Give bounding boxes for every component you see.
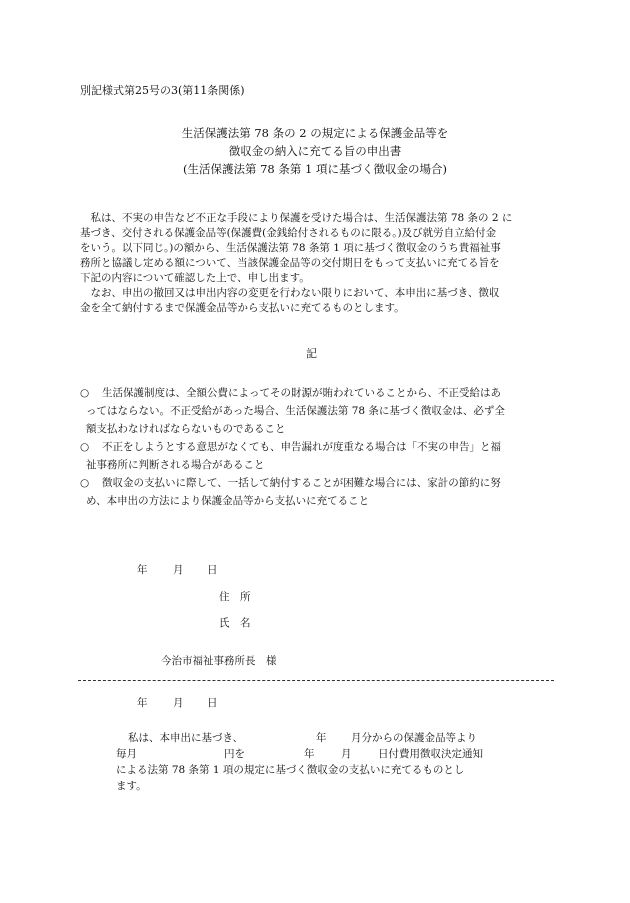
paragraph-line: 基づき、交付される保護金品等(保護費(金銭給付されるものに限る。)及び就労自立給付金 — [80, 227, 497, 239]
form-number: 別記様式第25号の3(第11条関係) — [80, 84, 245, 97]
item-line: 徴収金の支払いに際して、一括して納付することが困難な場合には、家計の節約に努 — [102, 477, 501, 489]
notice-line-2e: 日付費用徴収決定通知 — [378, 748, 483, 760]
notice-line-1a: 私は、本申出に基づき、 — [128, 732, 244, 744]
notice-line-2d: 月 — [341, 748, 352, 760]
item-line: 不正をしようとする意思がなくても、申告漏れが度重なる場合は「不実の申告」と福 — [102, 441, 501, 453]
item-line: 額支払わなければならないものであること — [86, 423, 286, 435]
circle-bullet-icon: ○ — [80, 477, 90, 489]
title-line-2: 徴収金の納入に充てる旨の申出書 — [228, 144, 402, 158]
paragraph-line: 私は、不実の申告など不正な手段により保護を受けた場合は、生活保護法第 78 条の 2 に — [80, 212, 513, 224]
notice-line-2b: 円を — [224, 748, 245, 760]
notice-line-2c: 年 — [304, 748, 315, 760]
lower-date-year-label: 年 — [137, 697, 148, 709]
notice-line-3: による法第 78 条第 1 項の規定に基づく徴収金の支払いに充てるものとし — [116, 764, 465, 776]
ki-heading: 記 — [306, 347, 317, 360]
item-line: 祉事務所に判断される場合があること — [86, 459, 265, 471]
cut-line-divider — [78, 680, 554, 681]
list-item — [80, 384, 560, 438]
addressee: 今治市福祉事務所長 様 — [161, 655, 277, 667]
item-line: め、本申出の方法により保護金品等から支払いに充てること — [86, 495, 370, 507]
paragraph-line: 下記の内容について確認した上で、申し出ます。 — [80, 272, 310, 284]
notice-line-4: ます。 — [116, 780, 147, 792]
date-year-label: 年 — [137, 564, 148, 576]
paragraph-line: なお、申出の撤回又は申出内容の変更を行わない限りにおいて、本申出に基づき、徴収 — [80, 287, 500, 299]
paragraph-line: 務所と協議し定める額について、当該保護金品等の交付期日をもって支払いに充てる旨を — [80, 257, 500, 269]
notice-line-2a: 毎月 — [116, 748, 137, 760]
name-label: 氏 名 — [219, 617, 251, 629]
paragraph-line: 金を全て納付するまで保護金品等から支払いに充てるものとします。 — [80, 302, 405, 314]
date-month-label: 月 — [173, 564, 184, 576]
declaration-paragraph — [80, 211, 560, 316]
list-item — [80, 438, 560, 474]
confirmation-items — [80, 384, 560, 510]
document-title — [0, 124, 630, 178]
circle-bullet-icon: ○ — [80, 387, 90, 399]
list-item — [80, 474, 560, 510]
address-label: 住 所 — [219, 591, 251, 603]
notice-line-1b: 年 — [316, 732, 327, 744]
circle-bullet-icon: ○ — [80, 441, 90, 453]
date-day-label: 日 — [207, 564, 218, 576]
item-line: ってはならない。不正受給があった場合、生活保護法第 78 条に基づく徴収金は、必ず全 — [86, 405, 505, 417]
lower-date-day-label: 日 — [207, 697, 218, 709]
paragraph-line: をいう。以下同じ。)の額から、生活保護法第 78 条第 1 項に基づく徴収金のうち貴福祉事 — [80, 242, 501, 254]
title-line-1: 生活保護法第 78 条の 2 の規定による保護金品等を — [181, 126, 449, 140]
item-line: 生活保護制度は、全額公費によってその財源が賄われていることから、不正受給はあ — [102, 387, 501, 399]
lower-date-month-label: 月 — [173, 697, 184, 709]
notice-line-1c: 月分からの保護金品等より — [351, 732, 477, 744]
title-line-3: (生活保護法第 78 条第 1 項に基づく徴収金の場合) — [182, 162, 448, 176]
